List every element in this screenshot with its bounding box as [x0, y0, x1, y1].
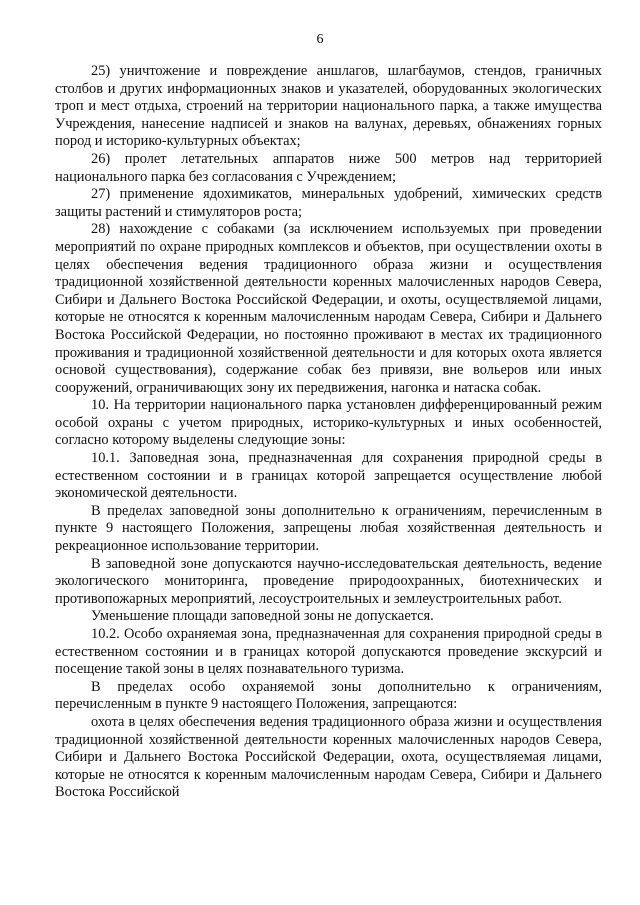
paragraph-reserve-zone-allowed: В заповедной зоне допускаются научно-исследовательская деятельность, ведение экологического мониторинга, проведение природоохранных, биотехнических и противопожарных мероприятий, лесоустроительных и землеустроительных работ.: [55, 555, 602, 607]
paragraph-item-26: 26) пролет летательных аппаратов ниже 500 метров над территорией национального парка без согласования с Учреждением;: [55, 150, 602, 185]
paragraph-clause-10-2: 10.2. Особо охраняемая зона, предназначенная для сохранения природной среды в естественном состоянии и в границах которой допускаются проведение экскурсий и посещение такой зоны в целях познавательного туризма.: [55, 626, 602, 678]
document-body: [55, 63, 602, 802]
paragraph-reserve-zone-area: Уменьшение площади заповедной зоны не допускается.: [91, 608, 434, 625]
paragraph-item-27: 27) применение ядохимикатов, минеральных удобрений, химических средств защиты растений и стимуляторов роста;: [55, 186, 602, 220]
paragraph-reserve-zone-restrictions: В пределах заповедной зоны дополнительно к ограничениям, перечисленным в пункте 9 настоящего Положения, запрещены любая хозяйственная деятельность и рекреационное использование территории.: [55, 502, 602, 555]
paragraph-hunting-restriction: охота в целях обеспечения ведения традиционного образа жизни и осуществления традиционной хозяйственной деятельности коренных малочисленных народов Севера, Сибири и Дальнего Востока Российской Федерации, охота, осуществляемая лицами, которые не относятся к коренным малочисленным народам Севера, Сибири и Дальнего Востока Российской: [55, 713, 602, 801]
paragraph-protected-zone-restrictions: В пределах особо охраняемой зоны дополнительно к ограничениям, перечисленным в пункте 9 настоящего Положения, запрещаются:: [55, 678, 602, 713]
paragraph-clause-10: 10. На территории национального парка установлен дифференцированный режим особой охраны с учетом природных, историко-культурных и иных особенностей, согласно которому выделены следующие зоны:: [55, 397, 602, 449]
paragraph-clause-10-1: 10.1. Заповедная зона, предназначенная для сохранения природной среды в естественном состоянии и в границах которой запрещается осуществление любой экономической деятельности.: [55, 450, 602, 502]
paragraph-item-28: 28) нахождение с собаками (за исключением используемых при проведении мероприятий по охране природных комплексов и объектов, при осуществлении охоты в целях обеспечения ведения традиционного образа жизни и осуществления традиционной хозяйственной деятельности коренных малочисленных народов Севера, Сибири и Дальнего Востока Российской Федерации, и охоты, осуществляемой лицами, которые не относятся к коренным малочисленным народам Севера, Сибири и Дальнего Востока Российской Федерации, но постоянно проживают в местах их традиционного проживания и традиционной хозяйственной деятельности и для которых охота является основой существования), содержание собак без привязи, вне вольеров или иных сооружений, ограничивающих зону их передвижения, нагонка и натаска собак.: [55, 221, 602, 396]
paragraph-item-25: 25) уничтожение и повреждение аншлагов, шлагбаумов, стендов, граничных столбов и других информационных знаков и указателей, оборудованных экологических троп и мест отдыха, строений на территории национального парка, а также имущества Учреждения, нанесение надписей и знаков на валунах, деревьях, обнажениях горных пород и историко-культурных объектах;: [55, 63, 602, 150]
page-number: 6: [316, 32, 324, 47]
